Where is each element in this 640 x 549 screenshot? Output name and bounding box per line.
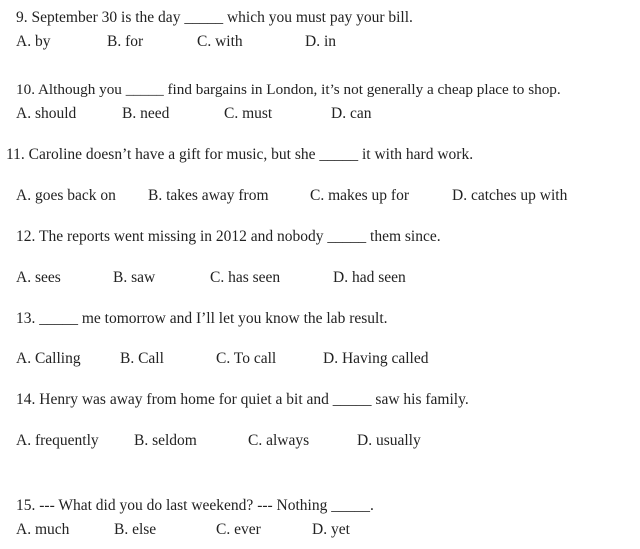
question-13-option-d: D. Having called bbox=[323, 350, 429, 367]
question-14-stem: 14. Henry was away from home for quiet a bit and _____ saw his family. bbox=[16, 391, 469, 408]
question-15-option-b: B. else bbox=[114, 521, 157, 538]
question-10-option-a: A. should bbox=[16, 105, 77, 122]
question-13-option-b: B. Call bbox=[120, 350, 164, 367]
question-9-option-a: A. by bbox=[16, 33, 51, 50]
question-9-option-d: D. in bbox=[305, 33, 336, 50]
question-15-option-d: D. yet bbox=[312, 521, 350, 538]
question-11-option-c: C. makes up for bbox=[310, 187, 410, 204]
question-10-option-c: C. must bbox=[224, 105, 273, 122]
question-10-option-d: D. can bbox=[331, 105, 372, 122]
question-13-stem: 13. _____ me tomorrow and I’ll let you know the lab result. bbox=[16, 310, 388, 327]
question-10-stem: 10. Although you _____ find bargains in London, it’s not generally a cheap place to shop. bbox=[16, 81, 561, 98]
question-11-option-d: D. catches up with bbox=[452, 187, 568, 204]
question-12-option-c: C. has seen bbox=[210, 269, 281, 286]
question-11-option-b: B. takes away from bbox=[148, 187, 269, 204]
question-15-option-c: C. ever bbox=[216, 521, 261, 538]
question-14-option-a: A. frequently bbox=[16, 432, 99, 449]
question-15-stem: 15. --- What did you do last weekend? --- Nothing _____. bbox=[16, 497, 374, 514]
question-10-option-b: B. need bbox=[122, 105, 170, 122]
question-11-stem: 11. Caroline doesn’t have a gift for music, but she _____ it with hard work. bbox=[6, 146, 474, 163]
question-9-stem: 9. September 30 is the day _____ which you must pay your bill. bbox=[16, 9, 413, 26]
question-12-option-a: A. sees bbox=[16, 269, 61, 286]
question-15-option-a: A. much bbox=[16, 521, 70, 538]
question-13-option-c: C. To call bbox=[216, 350, 277, 367]
question-11-option-a: A. goes back on bbox=[16, 187, 116, 204]
question-9-option-b: B. for bbox=[107, 33, 144, 50]
question-12-stem: 12. The reports went missing in 2012 and nobody _____ them since. bbox=[16, 228, 441, 245]
question-14-option-c: C. always bbox=[248, 432, 310, 449]
question-9-option-c: C. with bbox=[197, 33, 243, 50]
question-12-option-b: B. saw bbox=[113, 269, 156, 286]
question-14-option-d: D. usually bbox=[357, 432, 421, 449]
question-14-option-b: B. seldom bbox=[134, 432, 197, 449]
question-13-option-a: A. Calling bbox=[16, 350, 81, 367]
question-12-option-d: D. had seen bbox=[333, 269, 406, 286]
